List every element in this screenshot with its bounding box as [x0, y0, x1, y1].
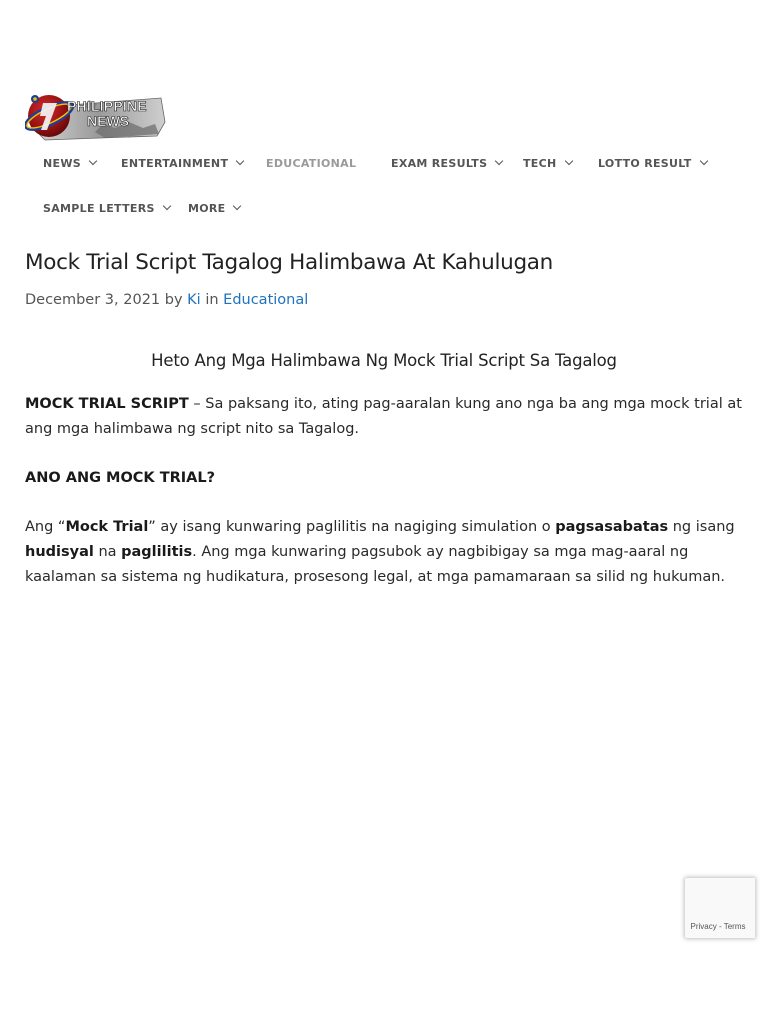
nav-item-label: ENTERTAINMENT: [121, 156, 229, 170]
article-subheading: Heto Ang Mga Halimbawa Ng Mock Trial Script Sa Tagalog: [151, 351, 617, 370]
definition-bold-term: Mock Trial: [65, 519, 149, 535]
logo-text-line2: NEWS: [87, 113, 129, 129]
nav-item-tech[interactable]: [523, 153, 572, 173]
definition-bold-term: hudisyal: [25, 544, 94, 560]
nav-item-exam-results[interactable]: [391, 153, 502, 173]
nav-item-label: MORE: [188, 201, 226, 215]
definition-text: Ang “: [25, 519, 66, 535]
definition-text: ” ay isang kunwaring paglilitis na nagiging simulation o: [148, 519, 556, 535]
nav-item-label: SAMPLE LETTERS: [43, 201, 155, 215]
definition-text: na: [93, 544, 122, 560]
nav-item-more[interactable]: [188, 198, 240, 218]
recaptcha-badge[interactable]: [685, 878, 755, 938]
definition-text: ng isang: [668, 519, 735, 535]
chevron-down-icon: [495, 157, 503, 165]
recaptcha-privacy-link[interactable]: Privacy: [690, 922, 717, 931]
intro-paragraph: [25, 392, 745, 442]
nav-item-label: EXAM RESULTS: [391, 156, 488, 170]
meta-in-text: in: [205, 292, 219, 308]
site-logo[interactable]: [25, 88, 167, 146]
logo-text-line1: PHILIPPINE: [67, 98, 147, 114]
nav-item-label: TECH: [523, 156, 557, 170]
section-heading-paragraph: [25, 466, 745, 491]
recaptcha-terms-link[interactable]: Terms: [723, 922, 746, 931]
post-date: December 3, 2021: [25, 292, 161, 308]
chevron-down-icon: [89, 157, 97, 165]
definition-text: . Ang mga kunwaring pagsubok ay nagbibigay sa mga mag-aaral ng kaalaman sa sistema ng hudikatura, prosesong legal, at mga pamamaraan sa silid ng hukuman.: [25, 544, 726, 585]
chevron-down-icon: [564, 157, 572, 165]
category-link[interactable]: Educational: [223, 292, 309, 308]
chevron-down-icon: [162, 202, 170, 210]
nav-item-label: LOTTO RESULT: [598, 156, 692, 170]
recaptcha-links: [685, 922, 751, 931]
definition-paragraph: [25, 515, 745, 590]
section-heading: ANO ANG MOCK TRIAL?: [25, 470, 216, 486]
intro-bold-term: MOCK TRIAL SCRIPT: [25, 396, 189, 412]
intro-text: – Sa paksang ito, ating pag-aaralan kung ano nga ba ang mga mock trial at ang mga halimbawa ng script nito sa Tagalog.: [25, 396, 742, 437]
definition-bold-term: paglilitis: [121, 544, 193, 560]
article-title: Mock Trial Script Tagalog Halimbawa At Kahulugan: [25, 250, 553, 275]
definition-bold-term: pagsasabatas: [555, 519, 669, 535]
chevron-down-icon: [233, 202, 241, 210]
nav-item-entertainment[interactable]: [121, 153, 243, 173]
nav-item-news[interactable]: [43, 153, 96, 173]
meta-by-text: by: [164, 292, 183, 308]
article-meta: [25, 292, 308, 308]
author-link[interactable]: Ki: [187, 292, 201, 308]
nav-item-lotto-result[interactable]: [598, 153, 707, 173]
recaptcha-separator: -: [716, 922, 724, 931]
nav-item-educational[interactable]: [266, 153, 356, 173]
nav-item-sample-letters[interactable]: [43, 198, 170, 218]
chevron-down-icon: [699, 157, 707, 165]
nav-item-label: NEWS: [43, 156, 81, 170]
chevron-down-icon: [236, 157, 244, 165]
nav-item-label: EDUCATIONAL: [266, 156, 357, 170]
